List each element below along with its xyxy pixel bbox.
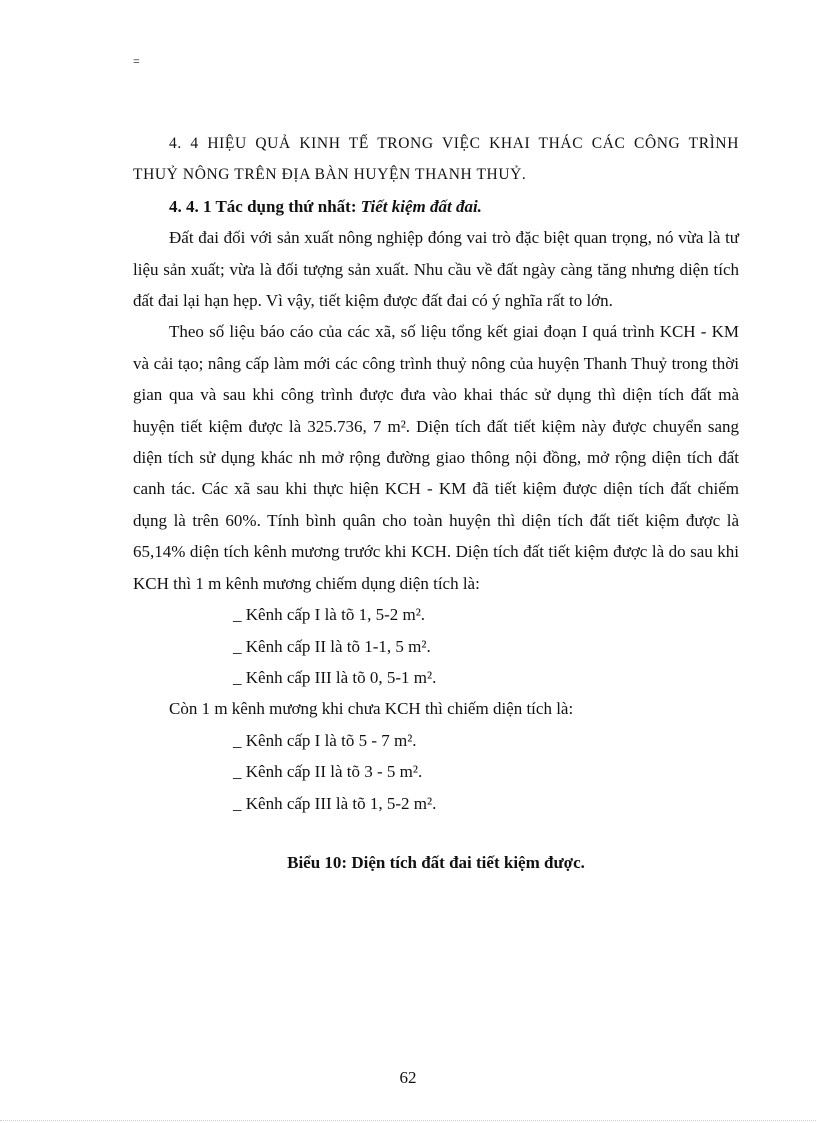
subsection-emphasis: Tiết kiệm đất đai. <box>360 196 482 216</box>
list-item-after-kch-1: _ Kênh cấp I là tõ 1, 5-2 m². <box>233 605 426 625</box>
header-mark: = <box>133 54 140 68</box>
list-item-before-kch-2: _ Kênh cấp II là tõ 3 - 5 m². <box>233 762 423 782</box>
subsection-prefix: 4. 4. 1 Tác dụng thứ nhất: <box>169 196 361 216</box>
list-item-after-kch-3: _ Kênh cấp III là tõ 0, 5-1 m². <box>233 667 437 687</box>
subsection-heading <box>133 191 739 222</box>
paragraph-land-importance: Đất đai đối với sản xuất nông nghiệp đóng vai trò đặc biệt quan trọng, nó vừa là tư liệu sản xuất; vừa là đối tượng sản xuất. Nhu cầu về đất ngày càng tăng nhưng diện tích đất đai lại hạn hẹp. Vì vậy, tiết kiệm được đất đai có ý nghĩa rất to lớn. <box>133 228 739 311</box>
paragraph-before-kch: Còn 1 m kênh mương khi chưa KCH thì chiếm diện tích là: <box>169 699 574 719</box>
section-heading: 4. 4 HIỆU QUẢ KINH TẾ TRONG VIỆC KHAI THÁC CÁC CÔNG TRÌNH THUỶ NÔNG TRÊN ĐỊA BÀN HUYỆN THANH THUỶ. <box>133 135 739 184</box>
page-number: 62 <box>399 1068 417 1087</box>
list-item-after-kch-2: _ Kênh cấp II là tõ 1-1, 5 m². <box>233 636 431 656</box>
bottom-divider <box>0 1120 816 1121</box>
list-item-before-kch-1: _ Kênh cấp I là tõ 5 - 7 m². <box>233 730 417 750</box>
table-caption: Biểu 10: Diện tích đất đai tiết kiệm được. <box>287 852 585 872</box>
document-body <box>133 128 739 878</box>
list-item-before-kch-3: _ Kênh cấp III là tõ 1, 5-2 m². <box>233 793 437 813</box>
paragraph-land-saved: Theo số liệu báo cáo của các xã, số liệu tổng kết giai đoạn I quá trình KCH - KM và cải tạo; nâng cấp làm mới các công trình thuỷ nông của huyện Thanh Thuỷ trong thời gian qua và sau khi công trình được đưa vào khai thác sử dụng thì diện tích đất mà huyện tiết kiệm được là 325.736, 7 m². Diện tích đất tiết kiệm này được chuyển sang diện tích sử dụng khác nh mở rộng đường giao thông nội đồng, mở rộng diện tích đất canh tác. Các xã sau khi thực hiện KCH - KM đã tiết kiệm được diện tích đất chiếm dụng là trên 60%. Tính bình quân cho toàn huyện thì diện tích đất tiết kiệm được là 65,14% diện tích kênh mương trước khi KCH. Diện tích đất tiết kiệm được là do sau khi KCH thì 1 m kênh mương chiếm dụng diện tích là: <box>133 322 739 593</box>
